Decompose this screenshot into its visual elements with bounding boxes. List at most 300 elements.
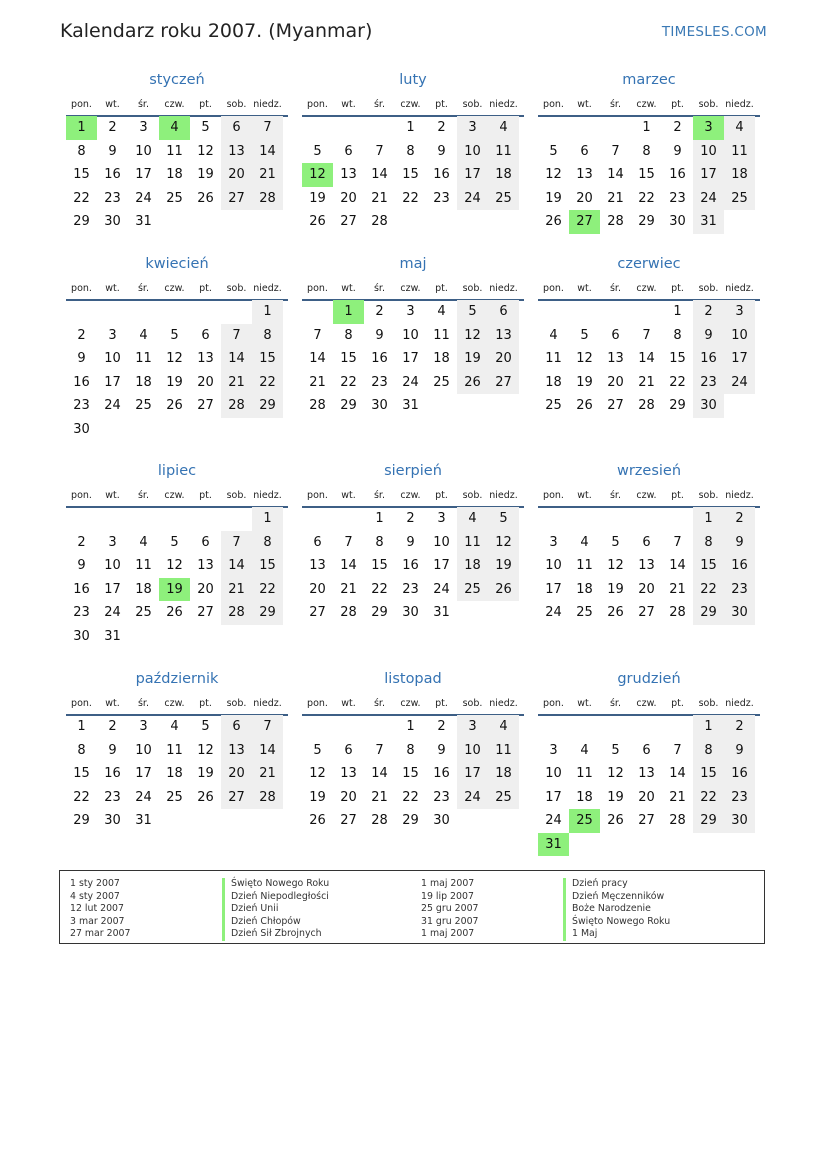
day-cell: 31 — [104, 628, 121, 644]
day-cell: 19 — [545, 190, 562, 206]
month-name: maj — [399, 256, 427, 272]
day-cell: 30 — [693, 394, 724, 418]
day-cell: 21 — [221, 371, 252, 395]
weekday-label: śr. — [609, 283, 621, 294]
month-name: luty — [399, 72, 427, 88]
day-cell: 5 — [313, 143, 322, 159]
day-cell: 24 — [135, 789, 152, 805]
weekday-label: sob. — [226, 283, 247, 294]
day-cell: 6 — [221, 715, 252, 739]
weekday-label: wt. — [341, 698, 356, 709]
day-cell: 15 — [638, 167, 655, 182]
day-cell: 27 — [309, 605, 326, 620]
day-cell: 3 — [108, 327, 117, 343]
day-cell: 14 — [669, 558, 686, 573]
day-cell: 21 — [371, 190, 388, 206]
day-cell: 4 — [488, 116, 519, 140]
day-cell: 27 — [221, 786, 252, 810]
day-cell: 23 — [402, 581, 419, 597]
day-cell: 8 — [406, 143, 415, 159]
day-cell: 1 — [406, 120, 415, 135]
weekday-label: sob. — [226, 99, 247, 110]
weekday-label: wt. — [577, 283, 592, 294]
day-cell: 3 — [139, 719, 148, 734]
day-cell: 12 — [309, 766, 326, 781]
day-cell: 13 — [488, 324, 519, 348]
weekday-label: czw. — [164, 698, 185, 709]
day-cell: 11 — [135, 351, 152, 366]
weekday-label: czw. — [400, 99, 421, 110]
day-cell: 16 — [433, 167, 450, 182]
weekday-label: pon. — [543, 99, 564, 110]
day-cell: 19 — [576, 374, 593, 390]
day-cell: 18 — [576, 789, 593, 805]
weekday-label: niedz. — [253, 490, 282, 501]
day-cell: 10 — [433, 534, 450, 550]
day-cell: 22 — [73, 789, 90, 805]
day-cell: 26 — [197, 789, 214, 805]
weekday-label: pt. — [199, 283, 212, 294]
day-cell: 11 — [545, 351, 562, 366]
day-cell: 7 — [611, 143, 620, 159]
day-cell: 17 — [135, 766, 152, 781]
weekday-label: wt. — [341, 490, 356, 501]
day-cell: 7 — [221, 324, 252, 348]
day-cell: 28 — [371, 813, 388, 828]
weekday-header — [66, 99, 283, 113]
legend-date: 31 gru 2007 — [421, 915, 479, 927]
day-cell: 1 — [673, 304, 682, 319]
legend-holiday-name: Dzień Chłopów — [222, 916, 329, 929]
legend-date: 3 mar 2007 — [70, 915, 125, 927]
day-cell: 9 — [693, 324, 724, 348]
day-cell: 14 — [340, 558, 357, 573]
legend-dates-right — [421, 878, 479, 941]
day-cell: 31 — [402, 398, 419, 413]
day-cell: 15 — [252, 554, 283, 578]
day-cell: 1 — [252, 507, 283, 531]
day-cell: 20 — [607, 374, 624, 390]
day-cell: 13 — [340, 167, 357, 182]
day-cell: 18 — [166, 167, 183, 182]
weekday-label: czw. — [400, 490, 421, 501]
weekday-label: czw. — [636, 698, 657, 709]
day-cell: 24 — [457, 786, 488, 810]
day-cell: 21 — [669, 581, 686, 597]
day-cell: 10 — [457, 140, 488, 164]
day-cell: 6 — [580, 143, 589, 159]
legend-holiday-name: Dzień Męczenników — [563, 891, 670, 904]
day-cell: 23 — [104, 190, 121, 206]
day-cell: 19 — [457, 347, 488, 371]
day-cell: 14 — [309, 351, 326, 366]
day-cell: 26 — [488, 578, 519, 602]
weekday-label: pt. — [199, 698, 212, 709]
day-cell: 7 — [221, 531, 252, 555]
day-cell: 26 — [457, 371, 488, 395]
day-cell: 20 — [197, 581, 214, 597]
weekday-header — [302, 698, 519, 712]
day-cell: 5 — [611, 742, 620, 758]
day-cell: 21 — [638, 374, 655, 390]
day-cell: 10 — [545, 558, 562, 573]
weekday-label: wt. — [577, 698, 592, 709]
day-cell: 20 — [638, 789, 655, 805]
day-cell: 13 — [221, 140, 252, 164]
day-cell: 19 — [607, 581, 624, 597]
day-cell: 4 — [580, 534, 589, 550]
day-cell: 2 — [406, 511, 415, 526]
day-cell: 23 — [669, 190, 686, 206]
holiday-day-cell: 12 — [302, 163, 333, 187]
day-cell: 30 — [104, 214, 121, 229]
day-cell: 27 — [197, 398, 214, 413]
day-cell: 12 — [545, 167, 562, 182]
legend-date: 4 sty 2007 — [70, 890, 120, 902]
day-cell: 14 — [371, 766, 388, 781]
brand-link[interactable]: TIMESLES.COM — [661, 24, 767, 40]
day-cell: 18 — [135, 581, 152, 597]
day-cell: 21 — [607, 190, 624, 206]
day-cell: 16 — [104, 167, 121, 182]
day-cell: 6 — [313, 534, 322, 550]
day-cell: 23 — [693, 371, 724, 395]
day-cell: 16 — [104, 766, 121, 781]
day-cell: 18 — [545, 374, 562, 390]
day-cell: 27 — [340, 813, 357, 828]
day-cell: 26 — [166, 398, 183, 413]
weekday-label: sob. — [698, 490, 719, 501]
day-cell: 13 — [309, 558, 326, 573]
day-cell: 10 — [693, 140, 724, 164]
day-cell: 6 — [344, 742, 353, 758]
day-cell: 13 — [221, 739, 252, 763]
weekday-label: niedz. — [725, 490, 754, 501]
day-cell: 11 — [576, 766, 593, 781]
day-cell: 2 — [77, 327, 86, 343]
day-cell: 16 — [402, 558, 419, 573]
legend-date: 1 sty 2007 — [70, 878, 120, 889]
weekday-header — [302, 490, 519, 504]
day-cell: 5 — [201, 120, 210, 135]
weekday-label: wt. — [577, 490, 592, 501]
day-cell: 28 — [669, 813, 686, 828]
day-cell: 16 — [73, 374, 90, 390]
weekday-label: pt. — [671, 490, 684, 501]
weekday-label: pon. — [543, 490, 564, 501]
day-cell: 17 — [724, 347, 755, 371]
day-cell: 7 — [252, 116, 283, 140]
weekday-header — [302, 283, 519, 297]
weekday-label: pon. — [543, 698, 564, 709]
day-cell: 24 — [724, 371, 755, 395]
day-cell: 3 — [437, 511, 446, 526]
day-cell: 18 — [166, 766, 183, 781]
day-cell: 21 — [371, 789, 388, 805]
day-cell: 28 — [638, 398, 655, 413]
day-cell: 12 — [607, 766, 624, 781]
day-cell: 14 — [638, 351, 655, 366]
day-cell: 31 — [135, 813, 152, 828]
day-cell: 14 — [669, 766, 686, 781]
day-cell: 3 — [457, 715, 488, 739]
weekday-label: czw. — [636, 283, 657, 294]
weekday-label: pt. — [671, 698, 684, 709]
weekday-label: pt. — [671, 99, 684, 110]
weekday-label: śr. — [373, 283, 385, 294]
day-cell: 24 — [402, 374, 419, 390]
weekday-label: pt. — [435, 283, 448, 294]
weekday-label: śr. — [373, 698, 385, 709]
day-cell: 12 — [166, 558, 183, 573]
day-cell: 25 — [545, 398, 562, 413]
day-cell: 18 — [457, 554, 488, 578]
weekday-label: pt. — [671, 283, 684, 294]
day-cell: 18 — [488, 762, 519, 786]
day-cell: 27 — [638, 813, 655, 828]
day-cell: 29 — [73, 214, 90, 229]
weekday-label: sob. — [462, 99, 483, 110]
weekday-label: pt. — [435, 99, 448, 110]
day-cell: 5 — [170, 327, 179, 343]
weekday-label: pt. — [435, 698, 448, 709]
day-cell: 5 — [549, 143, 558, 159]
day-cell: 6 — [642, 534, 651, 550]
weekday-label: pt. — [199, 99, 212, 110]
day-cell: 8 — [673, 327, 682, 343]
weekday-header — [302, 99, 519, 113]
weekday-label: pon. — [543, 283, 564, 294]
day-cell: 16 — [433, 766, 450, 781]
weekday-label: niedz. — [725, 698, 754, 709]
day-cell: 19 — [197, 167, 214, 182]
day-cell: 11 — [135, 558, 152, 573]
day-cell: 25 — [576, 605, 593, 620]
day-cell: 4 — [580, 742, 589, 758]
holiday-day-cell: 19 — [159, 578, 190, 602]
day-cell: 7 — [673, 742, 682, 758]
day-cell: 4 — [549, 327, 558, 343]
weekday-header — [66, 283, 283, 297]
day-cell: 9 — [375, 327, 384, 343]
holiday-day-cell: 3 — [693, 116, 724, 140]
day-cell: 20 — [576, 190, 593, 206]
day-cell: 21 — [669, 789, 686, 805]
weekday-label: niedz. — [489, 283, 518, 294]
day-cell: 27 — [197, 605, 214, 620]
day-cell: 3 — [549, 742, 558, 758]
day-cell: 7 — [642, 327, 651, 343]
day-cell: 27 — [638, 605, 655, 620]
day-cell: 7 — [344, 534, 353, 550]
day-cell: 23 — [104, 789, 121, 805]
legend-date: 1 maj 2007 — [421, 878, 475, 889]
month-name: październik — [135, 671, 219, 687]
day-cell: 12 — [488, 531, 519, 555]
day-cell: 12 — [166, 351, 183, 366]
day-cell: 12 — [457, 324, 488, 348]
weekday-label: wt. — [105, 698, 120, 709]
day-cell: 13 — [197, 558, 214, 573]
weekday-label: śr. — [137, 490, 149, 501]
day-cell: 29 — [73, 813, 90, 828]
day-cell: 1 — [693, 507, 724, 531]
day-cell: 24 — [135, 190, 152, 206]
day-cell: 16 — [724, 762, 755, 786]
weekday-header — [66, 490, 283, 504]
day-cell: 9 — [108, 742, 117, 758]
day-cell: 1 — [375, 511, 384, 526]
legend-date: 1 maj 2007 — [421, 928, 475, 940]
day-cell: 17 — [545, 581, 562, 597]
day-cell: 10 — [135, 143, 152, 159]
day-cell: 14 — [607, 167, 624, 182]
weekday-label: niedz. — [253, 698, 282, 709]
day-cell: 21 — [252, 163, 283, 187]
month-name: sierpień — [384, 463, 442, 479]
day-cell: 19 — [488, 554, 519, 578]
day-cell: 7 — [375, 742, 384, 758]
day-cell: 7 — [313, 327, 322, 343]
day-cell: 2 — [673, 120, 682, 135]
weekday-label: wt. — [105, 283, 120, 294]
day-cell: 2 — [77, 534, 86, 550]
day-cell: 30 — [669, 214, 686, 229]
day-cell: 13 — [638, 558, 655, 573]
day-cell: 29 — [371, 605, 388, 620]
legend-date: 27 mar 2007 — [70, 928, 131, 940]
weekday-label: pon. — [71, 490, 92, 501]
day-cell: 22 — [693, 786, 724, 810]
weekday-label: sob. — [698, 698, 719, 709]
day-cell: 20 — [488, 347, 519, 371]
day-cell: 14 — [252, 140, 283, 164]
day-cell: 18 — [724, 163, 755, 187]
month-name: kwiecień — [145, 256, 209, 272]
weekday-label: niedz. — [489, 698, 518, 709]
day-cell: 15 — [669, 351, 686, 366]
day-cell: 8 — [375, 534, 384, 550]
day-cell: 31 — [433, 605, 450, 620]
day-cell: 5 — [457, 300, 488, 324]
day-cell: 10 — [545, 766, 562, 781]
day-cell: 7 — [375, 143, 384, 159]
weekday-label: wt. — [105, 490, 120, 501]
weekday-header — [538, 490, 755, 504]
month-name: marzec — [622, 72, 676, 88]
legend-names-left — [222, 878, 329, 941]
day-cell: 29 — [638, 214, 655, 229]
weekday-label: czw. — [164, 99, 185, 110]
day-cell: 1 — [77, 719, 86, 734]
weekday-label: niedz. — [489, 99, 518, 110]
weekday-label: niedz. — [725, 283, 754, 294]
day-cell: 17 — [457, 163, 488, 187]
day-cell: 4 — [170, 719, 179, 734]
day-cell: 20 — [340, 190, 357, 206]
day-cell: 22 — [669, 374, 686, 390]
day-cell: 3 — [549, 534, 558, 550]
weekday-label: pon. — [307, 99, 328, 110]
day-cell: 29 — [340, 398, 357, 413]
day-cell: 6 — [201, 534, 210, 550]
day-cell: 11 — [488, 739, 519, 763]
day-cell: 4 — [139, 327, 148, 343]
day-cell: 25 — [135, 605, 152, 620]
day-cell: 18 — [488, 163, 519, 187]
day-cell: 1 — [406, 719, 415, 734]
day-cell: 6 — [344, 143, 353, 159]
day-cell: 8 — [406, 742, 415, 758]
day-cell: 14 — [221, 347, 252, 371]
day-cell: 25 — [457, 578, 488, 602]
legend-holiday-name: Dzień Sił Zbrojnych — [222, 928, 329, 941]
month-name: listopad — [384, 671, 442, 687]
day-cell: 29 — [252, 601, 283, 625]
day-cell: 30 — [402, 605, 419, 620]
day-cell: 28 — [340, 605, 357, 620]
day-cell: 2 — [108, 719, 117, 734]
day-cell: 30 — [104, 813, 121, 828]
day-cell: 22 — [73, 190, 90, 206]
weekday-label: śr. — [609, 490, 621, 501]
legend-holiday-name: Święto Nowego Roku — [563, 916, 670, 929]
weekday-label: sob. — [698, 99, 719, 110]
day-cell: 22 — [402, 190, 419, 206]
day-cell: 24 — [433, 581, 450, 597]
day-cell: 12 — [576, 351, 593, 366]
day-cell: 25 — [166, 190, 183, 206]
day-cell: 10 — [104, 558, 121, 573]
day-cell: 28 — [252, 786, 283, 810]
day-cell: 6 — [488, 300, 519, 324]
holiday-day-cell: 4 — [159, 116, 190, 140]
day-cell: 30 — [371, 398, 388, 413]
day-cell: 28 — [309, 398, 326, 413]
weekday-label: wt. — [105, 99, 120, 110]
day-cell: 29 — [402, 813, 419, 828]
day-cell: 19 — [607, 789, 624, 805]
day-cell: 24 — [545, 605, 562, 620]
day-cell: 20 — [197, 374, 214, 390]
day-cell: 23 — [73, 605, 90, 620]
legend-date: 12 lut 2007 — [70, 903, 124, 915]
day-cell: 3 — [406, 304, 415, 319]
day-cell: 14 — [371, 167, 388, 182]
day-cell: 11 — [166, 143, 183, 159]
day-cell: 22 — [252, 371, 283, 395]
day-cell: 4 — [488, 715, 519, 739]
weekday-label: pon. — [307, 698, 328, 709]
day-cell: 25 — [135, 398, 152, 413]
day-cell: 17 — [104, 581, 121, 597]
day-cell: 9 — [437, 143, 446, 159]
day-cell: 9 — [77, 351, 86, 366]
weekday-header — [66, 698, 283, 712]
day-cell: 5 — [580, 327, 589, 343]
day-cell: 11 — [457, 531, 488, 555]
day-cell: 9 — [108, 143, 117, 159]
day-cell: 15 — [252, 347, 283, 371]
day-cell: 24 — [104, 398, 121, 413]
day-cell: 13 — [340, 766, 357, 781]
day-cell: 24 — [104, 605, 121, 620]
day-cell: 4 — [457, 507, 488, 531]
day-cell: 12 — [197, 742, 214, 758]
day-cell: 29 — [669, 398, 686, 413]
month-name: lipiec — [157, 463, 197, 479]
day-cell: 23 — [433, 190, 450, 206]
